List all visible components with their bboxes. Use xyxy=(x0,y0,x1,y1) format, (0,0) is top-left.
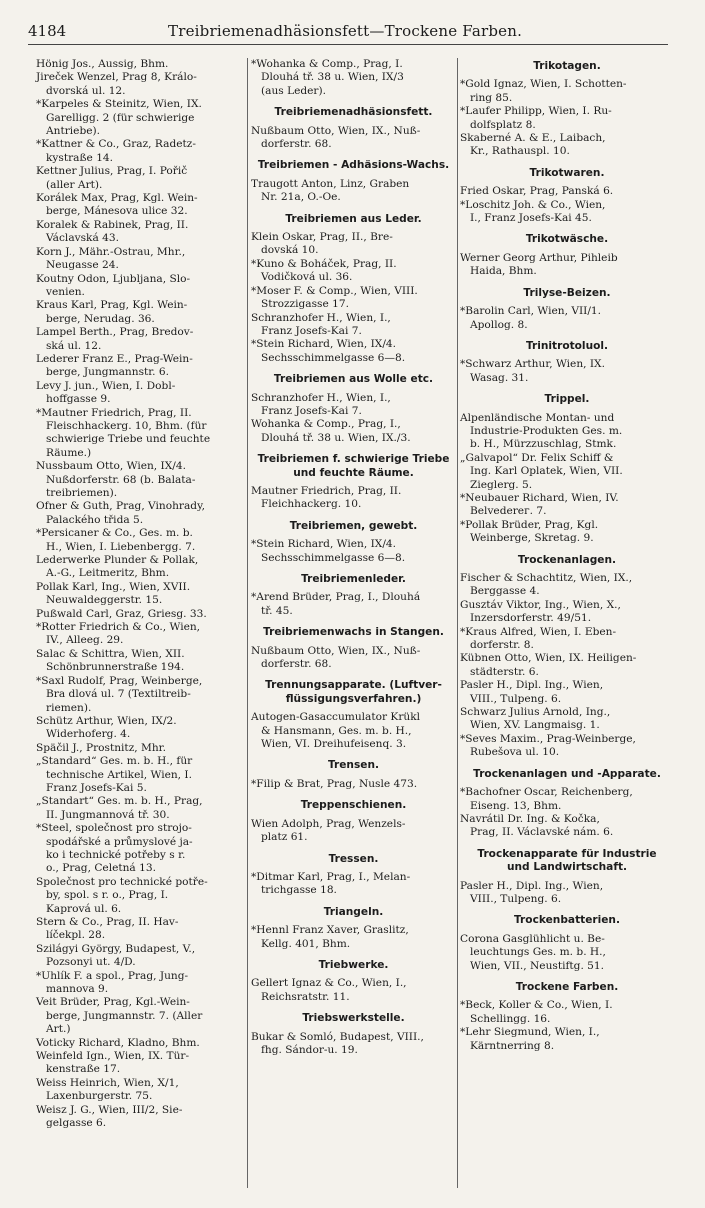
directory-entry: Salac & Schittra, Wien, XII. Schönbrunnerstraße 194. xyxy=(36,647,185,674)
column-divider xyxy=(457,58,458,1188)
directory-entry: Schwarz Julius Arnold, Ing., Wien, XV. Langmaisg. 1. xyxy=(460,706,611,732)
directory-entry: *Uhlík F. a spol., Prag, Jung- mannova 9. xyxy=(36,969,189,996)
directory-entry: *Laufer Philipp, Wien, I. Ru- dolfsplatz 8. xyxy=(460,105,612,131)
directory-entry: *Filip & Brat, Prag, Nusle 473. xyxy=(251,777,418,790)
directory-entry: Fischer & Schachtitz, Wien, IX., Berggasse 4. xyxy=(460,572,633,598)
directory-entry: Wien Adolph, Prag, Wenzels- platz 61. xyxy=(251,817,406,844)
directory-entry: Kübnen Otto, Wien, IX. Heiligen- städterstr. 6. xyxy=(460,652,637,678)
section-heading: Trennungsapparate. (Luftver- flüssigungsverfahren.) xyxy=(265,679,442,705)
directory-entry: *Gold Ignaz, Wien, I. Schotten- ring 85. xyxy=(460,78,627,104)
directory-entry: *Saxl Rudolf, Prag, Weinberge, Bra dlová ul. 7 (Textiltreib- riemen). xyxy=(36,674,203,714)
directory-entry: *Hennl Franz Xaver, Graslitz, Kellg. 401, Bhm. xyxy=(251,924,409,950)
section-heading: Trockenapparate für Industrie und Landwirtschaft. xyxy=(477,847,657,874)
directory-entry: Gellert Ignaz & Co., Wien, I., Reichsratstr. 11. xyxy=(251,977,407,1003)
directory-entry: Schütz Arthur, Wien, IX/2. Widerhoferg. 4. xyxy=(36,714,177,741)
directory-entry: *Kattner & Co., Graz, Radetz- kystraße 14. xyxy=(36,138,196,164)
section-heading: Triebswerkstelle. xyxy=(302,1012,405,1025)
directory-entry: Pollak Karl, Ing., Wien, XVII. Neuwaldeggerstr. 15. xyxy=(36,580,191,607)
directory-entry: Mautner Friedrich, Prag, II. Fleichhackerg. 10. xyxy=(251,484,402,511)
directory-entry: Nußbaum Otto, Wien, IX., Nuß- dorferstr. 68. xyxy=(251,644,421,671)
directory-entry: *Lehr Siegmund, Wien, I., Kärntnerring 8. xyxy=(460,1026,600,1052)
section-heading: Trikotwaren. xyxy=(529,166,605,179)
section-heading: Treibriemen, gewebt. xyxy=(289,519,418,532)
directory-entry: „Standart“ Ges. m. b. H., Prag, II. Jungmannová tř. 30. xyxy=(36,795,203,821)
directory-entry: „Standard“ Ges. m. b. H., für technische Artikel, Wien, I. Franz Josefs-Kai 5. xyxy=(36,755,193,794)
directory-entry: *Wohanka & Comp., Prag, I. Dlouhá tř. 38 u. Wien, IX/3 (aus Leder). xyxy=(251,58,404,97)
section-heading: Trippel. xyxy=(544,393,590,406)
directory-entry: *Bachofner Oscar, Reichenberg, Eiseng. 13, Bhm. xyxy=(460,786,633,812)
directory-entry: Ofner & Guth, Prag, Vinohrady, Palackého třida 5. xyxy=(36,500,206,526)
directory-entry: Weinfeld Ign., Wien, IX. Tür- kenstraße 17. xyxy=(36,1050,190,1076)
directory-entry: Gusztáv Viktor, Ing., Wien, X., Inzersdorferstr. 49/51. xyxy=(460,598,621,625)
section-heading: Trockenanlagen und -Apparate. xyxy=(473,767,661,780)
directory-entry: Lampel Berth., Prag, Bredov- ská ul. 12. xyxy=(36,326,194,352)
directory-entry: Společnost pro technické potře- by, spol. s r. o., Prag, I. Kaprová ul. 6. xyxy=(36,875,208,915)
directory-entry: *Loschitz Joh. & Co., Wien, I., Franz Josefs-Kai 45. xyxy=(460,198,606,225)
directory-entry: Voticky Richard, Kladno, Bhm. xyxy=(36,1036,200,1049)
directory-entry: *Stein Richard, Wien, IX/4. Sechsschimmelgasse 6—8. xyxy=(251,338,406,364)
directory-entry: Veit Brüder, Prag, Kgl.-Wein- berge, Jungmannstr. 7. (Aller Art.) xyxy=(36,996,203,1036)
directory-entry: *Neubauer Richard, Wien, IV. Belvederег. 7. xyxy=(460,491,619,518)
column-1 xyxy=(36,58,248,1131)
directory-entry: Werner Georg Arthur, Pihleib Haida, Bhm. xyxy=(460,251,618,278)
directory-entry: Corona Gasglühlicht u. Be- leuchtungs Ges. m. b. H., Wien, VII., Neustiftg. 51. xyxy=(460,932,606,972)
directory-entry: *Steel, společnost pro strojo- spodářské a průmyslové ja- ko i technické potřeby s r. o., Prag, Celetná 13. xyxy=(36,822,193,875)
section-heading: Trikotagen. xyxy=(533,60,601,72)
section-heading: Triangeln. xyxy=(323,905,384,918)
directory-entry: *Beck, Koller & Co., Wien, I. Schellingg. 16. xyxy=(460,999,613,1025)
section-heading: Trockenanlagen. xyxy=(517,553,617,566)
directory-entry: *Schwarz Arthur, Wien, IX. Wasag. 31. xyxy=(460,358,605,384)
section-heading: Trensen. xyxy=(327,759,380,772)
section-heading: Trockene Farben. xyxy=(515,980,619,993)
section-heading: Treppenschienen. xyxy=(300,799,407,812)
section-heading: Trikotwäsche. xyxy=(525,233,609,246)
header-rule xyxy=(28,44,668,45)
section-heading: Treibriemen aus Wolle etc. xyxy=(273,373,434,386)
directory-entry: *Barolin Carl, Wien, VII/1. Apollog. 8. xyxy=(460,305,602,331)
directory-entry: *Moser F. & Comp., Wien, VIII. Strozzigasse 17. xyxy=(251,284,418,311)
section-heading: Treibriemenwachs in Stangen. xyxy=(263,626,444,639)
directory-entry: Nussbaum Otto, Wien, IX/4. Nußdorferstr. 68 (b. Balata- treibriemen). xyxy=(36,460,196,499)
directory-entry: Navrátil Dr. Ing. & Kočka, Prag, II. Václavské nám. 6. xyxy=(460,812,614,839)
section-heading: Treibriemenadhäsionsfett. xyxy=(274,106,433,119)
section-heading: Treibriemenleder. xyxy=(301,573,406,585)
directory-entry: Korálek Max, Prag, Kgl. Wein- berge, Mánesova ulice 32. xyxy=(36,192,198,218)
directory-entry: Levy J. jun., Wien, I. Dobl- hoffgasse 9. xyxy=(36,379,176,406)
directory-entry: *Karpeles & Steinitz, Wien, IX. Garelligg. 2 (für schwierige Antriebe). xyxy=(36,98,202,138)
section-heading: Trilyse-Beizen. xyxy=(523,286,611,299)
page-title: Treibriemenadhäsionsfett—Trockene Farben. xyxy=(168,22,523,40)
directory-entry: Skaberné A. & E., Laibach, Kr., Rathauspl. 10. xyxy=(460,132,606,158)
directory-entry: *Kraus Alfred, Wien, I. Eben- dorferstr. 8. xyxy=(460,625,617,652)
directory-entry: Weisz J. G., Wien, III/2, Sie- gelgasse 6. xyxy=(36,1103,183,1130)
directory-entry: *Mautner Friedrich, Prag, II. Fleischhackerg. 10, Bhm. (für schwierige Triebe und feuchte Räume.) xyxy=(36,406,211,459)
directory-entry: Weiss Heinrich, Wien, X/1, Laxenburgerstr. 75. xyxy=(36,1076,179,1103)
directory-entry: *Rotter Friedrich & Co., Wien, IV., Alleeg. 29. xyxy=(36,621,201,647)
directory-entry: Schranzhofer H., Wien, I., Franz Josefs-Kai 7. xyxy=(251,311,391,337)
directory-entry: „Galvapol“ Dr. Felix Schiff & Ing. Karl Oplatek, Wien, VII. Zieglerg. 5. xyxy=(460,451,623,491)
directory-entry: Jireček Wenzel, Prag 8, Králo- dvorská ul. 12. xyxy=(36,71,197,97)
section-heading: Treibriemen f. schwierige Triebe und feuchte Räume. xyxy=(257,453,450,479)
directory-entry: *Arend Brüder, Prag, I., Dlouhá tř. 45. xyxy=(251,591,421,617)
column-3 xyxy=(460,58,674,1053)
section-heading: Tressen. xyxy=(328,852,379,865)
directory-entry: *Pollak Brüder, Prag, Kgl. Weinberge, Skretag. 9. xyxy=(460,518,599,545)
section-heading: Trinitrotoluol. xyxy=(525,339,609,352)
directory-entry: Koutny Odon, Ljubljana, Slo- venien. xyxy=(36,272,191,298)
directory-entry: Fried Oskar, Prag, Panská 6. xyxy=(460,185,614,198)
column-2 xyxy=(251,58,456,1057)
directory-entry: Stern & Co., Prag, II. Hav- líčekpl. 28. xyxy=(36,916,179,942)
section-heading: Triebwerke. xyxy=(318,958,389,971)
directory-entry: Korn J., Mähr.-Ostrau, Mhr., Neugasse 24. xyxy=(36,245,186,272)
directory-entry: Lederer Franz E., Prag-Wein- berge, Jungmannstr. 6. xyxy=(36,352,193,379)
section-heading: Trockenbatterien. xyxy=(514,914,620,927)
directory-entry: Klein Oskar, Prag, II., Bre- dovská 10. xyxy=(251,231,393,257)
directory-entry: Lederwerke Plunder & Pollak, A.-G., Leitmeritz, Bhm. xyxy=(36,554,199,580)
directory-entry: *Kuno & Boháček, Prag, II. Vodičková ul. 36. xyxy=(251,257,397,284)
directory-entry: Hönig Jos., Aussig, Bhm. xyxy=(36,58,169,70)
directory-entry: Schranzhofer H., Wien, I., Franz Josefs-Kai 7. xyxy=(251,391,391,417)
directory-entry: *Ditmar Karl, Prag, I., Melan- trichgasse 18. xyxy=(251,870,411,897)
directory-entry: *Stein Richard, Wien, IX/4. Sechsschimmelgasse 6—8. xyxy=(251,538,406,564)
directory-entry: *Persicaner & Co., Ges. m. b. H., Wien, I. Liebenbergg. 7. xyxy=(36,527,196,553)
directory-entry: Pasler H., Dipl. Ing., Wien, VIII., Tulpeng. 6. xyxy=(460,879,604,905)
directory-entry: Pasler H., Dipl. Ing., Wien, VIII., Tulpeng. 6. xyxy=(460,679,604,705)
directory-entry: Späčil J., Prostnitz, Mhr. xyxy=(36,741,166,754)
section-heading: Treibriemen - Adhäsions-Wachs. xyxy=(257,159,450,172)
directory-entry: Wohanka & Comp., Prag, I., Dlouhá tř. 38 u. Wien, IX./3. xyxy=(251,418,411,444)
page-number: 4184 xyxy=(28,22,67,40)
directory-entry: Kettner Julius, Prag, I. Pořič (aller Art). xyxy=(36,165,188,191)
directory-entry: Traugott Anton, Linz, Graben Nr. 21a, O.-Oe. xyxy=(251,177,410,204)
page-header xyxy=(28,18,668,44)
directory-entry: Nußbaum Otto, Wien, IX., Nuß- dorferstr. 68. xyxy=(251,124,421,151)
directory-entry: Kraus Karl, Prag, Kgl. Wein- berge, Nerudag. 36. xyxy=(36,299,188,325)
section-heading: Treibriemen aus Leder. xyxy=(285,212,422,225)
directory-entry: Szilágyi György, Budapest, V., Pozsonyi ut. 4/D. xyxy=(36,942,196,969)
directory-entry: *Seves Maxim., Prag-Weinberge, Rubešova ul. 10. xyxy=(460,732,636,759)
directory-entry: Pußwald Carl, Graz, Griesg. 33. xyxy=(36,607,207,620)
directory-entry: Koralek & Rabinek, Prag, II. Václavská 43. xyxy=(36,218,189,245)
directory-entry: Bukar & Somló, Budapest, VIII., fhg. Sándor-u. 19. xyxy=(251,1030,424,1056)
directory-entry: Alpenländische Montan- und Industrie-Produkten Ges. m. b. H., Mürzzuschlag, Stmk. xyxy=(460,411,623,451)
directory-entry: Autogen-Gasaccumulator Krükl & Hansmann, Ges. m. b. H., Wien, VI. Dreihufeisenq. 3. xyxy=(251,711,421,751)
